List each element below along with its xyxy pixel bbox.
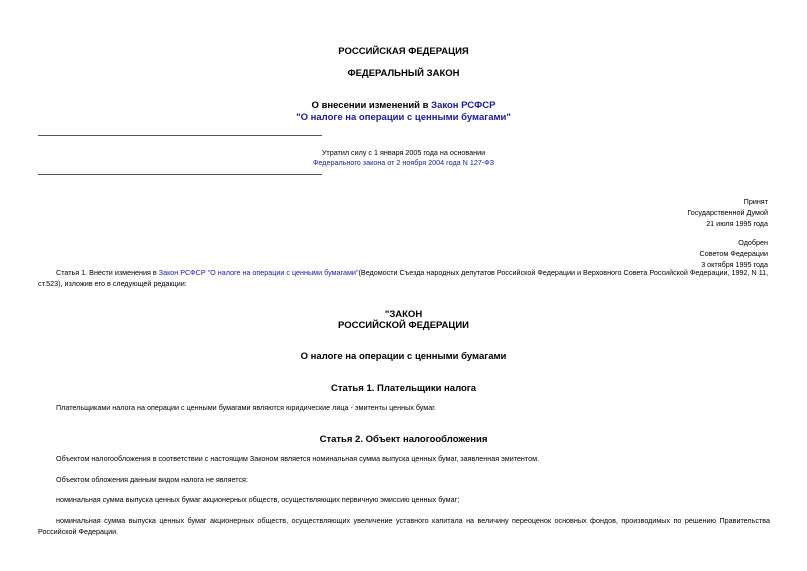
accepted-date: 21 июля 1995 года (706, 219, 768, 228)
country-heading: РОССИЙСКАЯ ФЕДЕРАЦИЯ (338, 46, 469, 57)
article-1-heading: Статья 1. Плательщики налога (330, 383, 477, 394)
document-title (0, 100, 807, 124)
article-1-law-link[interactable]: Закон РСФСР "О налоге на операции с ценными бумагами" (158, 268, 359, 277)
law-title (0, 309, 807, 331)
law-title-line1: "ЗАКОН (384, 309, 423, 320)
article-2-paragraph-2: Объектом обложения данным видом налога не является: (56, 475, 248, 484)
approved-label: Одобрен (738, 238, 768, 247)
article-2-paragraph-4: номинальная сумма выпуска ценных бумаг акционерных обществ, осуществляющих увеличение уставного капитала на величину переоценок основных фондов, производимых по решению Правительства Российской Федерации. (38, 516, 770, 536)
title-prefix: О внесении изменений в (311, 100, 432, 111)
article-1-text: Плательщиками налога на операции с ценными бумагами являются юридические лица - эмитенты ценных бумаг. (56, 403, 436, 412)
article-1-paragraph (38, 268, 770, 289)
adoption-accepted (687, 196, 768, 229)
article-1-rest: (Ведомости Съезда народных депутатов Российской Федерации и Верховного Совета Российской Федерации, 1992, N 11, ст.523), изложив его в следующей редакции: (38, 268, 769, 288)
adoption-approved (700, 237, 768, 270)
law-link[interactable]: Закон РСФСР (431, 100, 496, 111)
approved-by: Советом Федерации (699, 249, 768, 258)
repeal-notice (0, 148, 807, 168)
law-subtitle: О налоге на операции с ценными бумагами (300, 351, 507, 362)
article-2-paragraph-3: номинальная сумма выпуска ценных бумаг акционерных обществ, осуществляющих первичную эмиссию ценных бумаг; (56, 495, 460, 504)
accepted-by: Государственной Думой (687, 208, 768, 217)
accepted-label: Принят (743, 197, 768, 206)
divider-top (38, 135, 322, 136)
article-2-paragraph-1: Объектом налогообложения в соответствии с настоящим Законом является номинальная сумма выпуска ценных бумаг, заявленная эмитентом. (56, 454, 540, 463)
approved-date: 3 октября 1995 года (701, 260, 768, 269)
law-name-link[interactable]: "О налоге на операции с ценными бумагами" (296, 112, 511, 123)
repeal-notice-text: Утратил силу с 1 января 2005 года на основании (321, 148, 486, 157)
divider-bottom (38, 174, 322, 175)
doc-type-heading: ФЕДЕРАЛЬНЫЙ ЗАКОН (347, 68, 460, 79)
repeal-law-link[interactable]: Федерального закона от 2 ноября 2004 года N 127-ФЗ (312, 158, 495, 167)
law-title-line2: РОССИЙСКОЙ ФЕДЕРАЦИИ (337, 320, 469, 331)
article-2-heading: Статья 2. Объект налогообложения (319, 434, 488, 445)
article-1-prefix: Статья 1. Внести изменения в (56, 268, 159, 277)
